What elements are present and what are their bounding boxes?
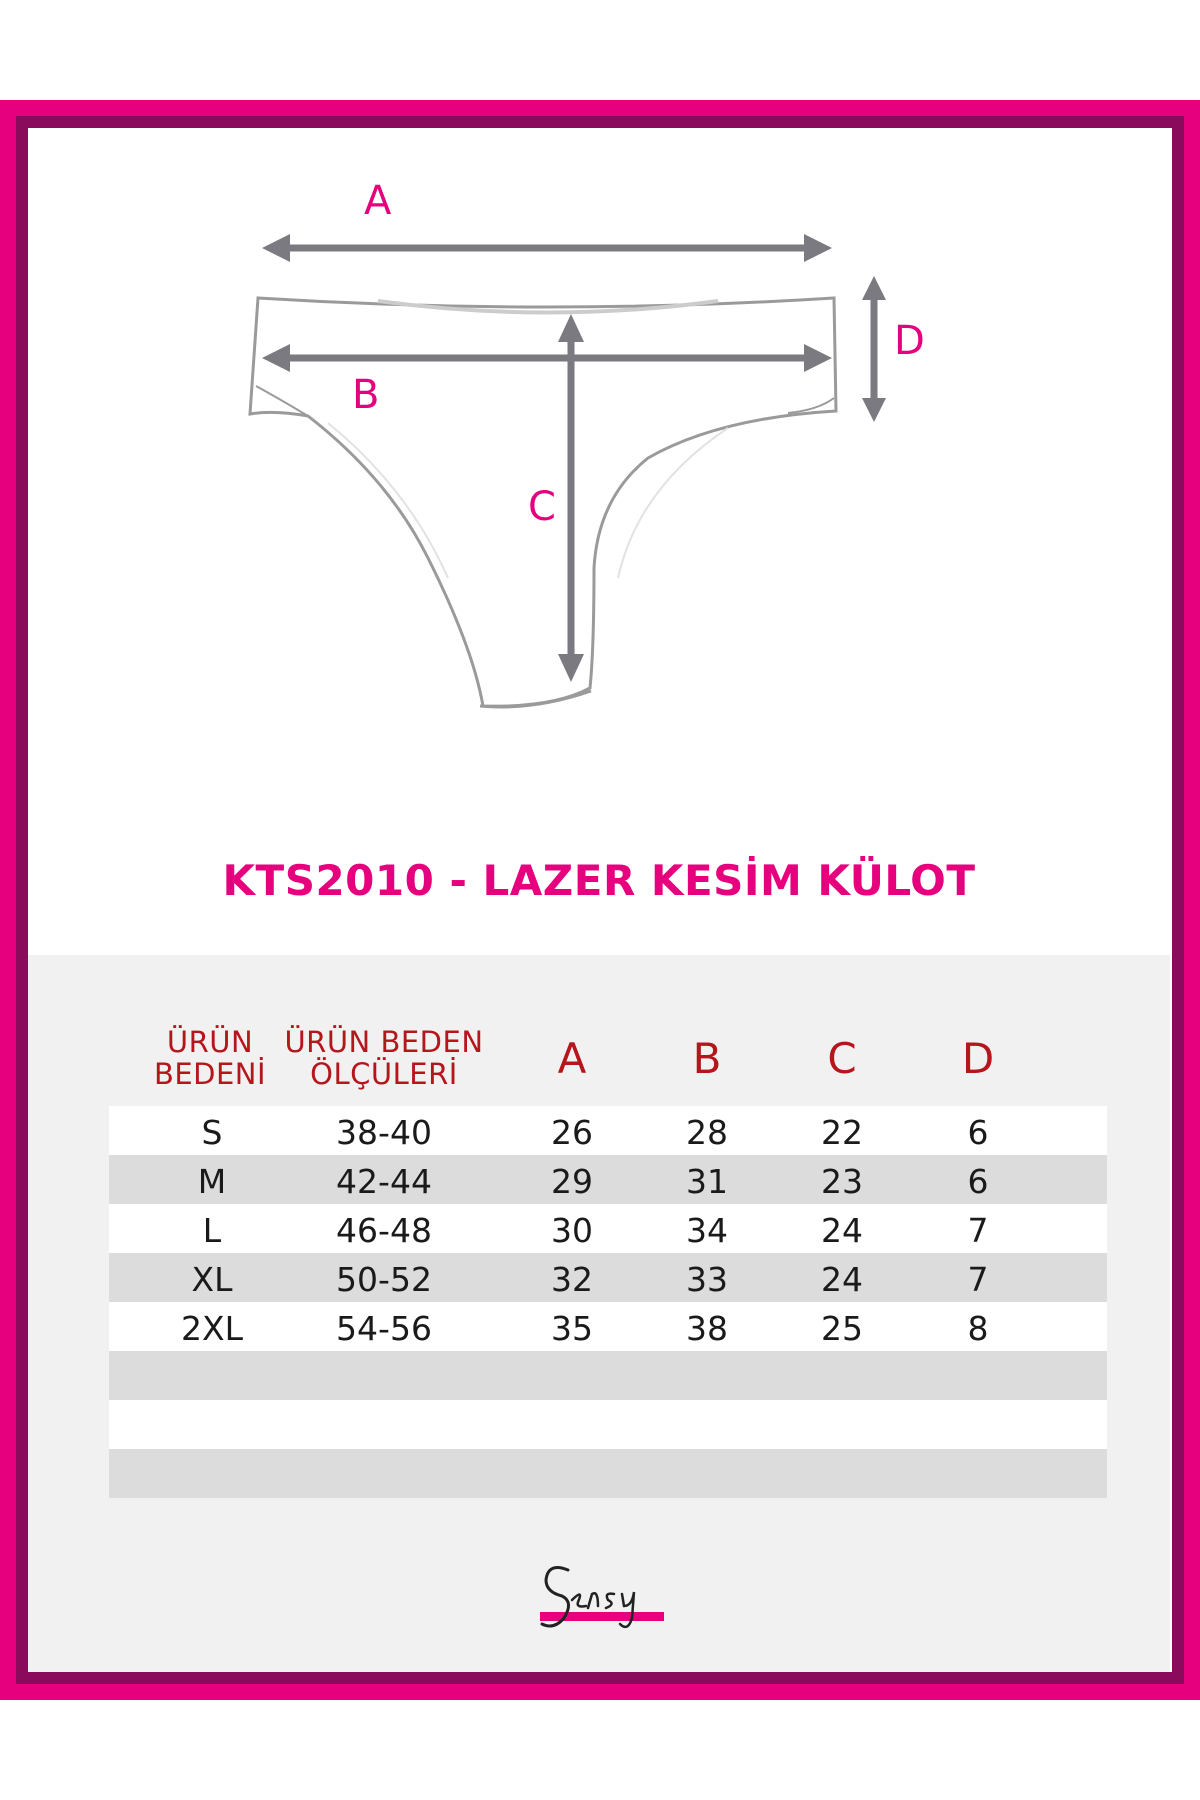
cell-a: 26 bbox=[551, 1113, 593, 1152]
page-frame bbox=[0, 100, 1200, 1700]
label-d: D bbox=[894, 318, 925, 364]
cell-size bbox=[147, 1400, 277, 1449]
cell-d: 6 bbox=[967, 1113, 989, 1152]
cell-d bbox=[908, 1449, 1048, 1498]
label-c: C bbox=[528, 484, 556, 530]
measurement-diagram bbox=[28, 128, 1170, 928]
cell-size: S bbox=[201, 1113, 223, 1152]
cell-size: XL bbox=[191, 1260, 233, 1299]
cell-a: 30 bbox=[551, 1211, 593, 1250]
header-c: C bbox=[827, 1033, 857, 1083]
cell-c bbox=[772, 1400, 912, 1449]
cell-measure: 50-52 bbox=[336, 1260, 432, 1299]
cell-b: 33 bbox=[686, 1260, 728, 1299]
cell-size: M bbox=[197, 1162, 227, 1201]
cell-a bbox=[502, 1400, 642, 1449]
table-row bbox=[109, 1351, 1107, 1400]
cell-measure bbox=[277, 1449, 491, 1498]
arrow-a-icon bbox=[262, 234, 832, 262]
cell-measure: 46-48 bbox=[336, 1211, 432, 1250]
table-header bbox=[102, 1016, 1102, 1100]
cell-b: 31 bbox=[686, 1162, 728, 1201]
cell-b bbox=[637, 1449, 777, 1498]
cell-size bbox=[147, 1351, 277, 1400]
header-d: D bbox=[961, 1033, 995, 1083]
table-row bbox=[109, 1302, 1107, 1351]
cell-b: 28 bbox=[686, 1113, 728, 1152]
cell-d: 7 bbox=[967, 1211, 989, 1250]
cell-b bbox=[637, 1400, 777, 1449]
cell-size: 2XL bbox=[181, 1309, 243, 1348]
cell-d: 7 bbox=[967, 1260, 989, 1299]
table-row bbox=[109, 1204, 1107, 1253]
cell-measure: 54-56 bbox=[336, 1309, 432, 1348]
cell-measure bbox=[277, 1400, 491, 1449]
sensy-logo bbox=[528, 1548, 678, 1648]
cell-a bbox=[502, 1449, 642, 1498]
cell-c bbox=[772, 1449, 912, 1498]
header-b: B bbox=[692, 1033, 722, 1083]
table-row bbox=[109, 1155, 1107, 1204]
header-measure: ÜRÜN BEDEN ÖLÇÜLERİ bbox=[284, 1025, 484, 1091]
cell-d bbox=[908, 1351, 1048, 1400]
cell-c bbox=[772, 1351, 912, 1400]
content-area bbox=[28, 128, 1172, 1672]
page-frame-inner-border bbox=[16, 116, 1184, 1684]
cell-c: 24 bbox=[821, 1260, 863, 1299]
size-table bbox=[109, 1106, 1107, 1498]
cell-b: 38 bbox=[686, 1309, 728, 1348]
header-size: ÜRÜN BEDENİ bbox=[153, 1025, 267, 1091]
cell-b: 34 bbox=[686, 1211, 728, 1250]
cell-d bbox=[908, 1400, 1048, 1449]
cell-c: 24 bbox=[821, 1211, 863, 1250]
cell-b bbox=[637, 1351, 777, 1400]
header-a: A bbox=[557, 1033, 587, 1083]
cell-a: 35 bbox=[551, 1309, 593, 1348]
table-row bbox=[109, 1106, 1107, 1155]
label-b: B bbox=[352, 372, 380, 418]
cell-a: 32 bbox=[551, 1260, 593, 1299]
cell-size bbox=[147, 1449, 277, 1498]
cell-a bbox=[502, 1351, 642, 1400]
cell-c: 25 bbox=[821, 1309, 863, 1348]
cell-c: 22 bbox=[821, 1113, 863, 1152]
cell-size: L bbox=[202, 1211, 222, 1250]
cell-measure bbox=[277, 1351, 491, 1400]
product-title: KTS2010 - LAZER KESİM KÜLOT bbox=[222, 856, 976, 905]
label-a: A bbox=[364, 178, 392, 224]
cell-measure: 42-44 bbox=[336, 1162, 432, 1201]
table-row bbox=[109, 1400, 1107, 1449]
cell-measure: 38-40 bbox=[336, 1113, 432, 1152]
arrow-d-icon bbox=[862, 276, 886, 422]
cell-d: 6 bbox=[967, 1162, 989, 1201]
cell-a: 29 bbox=[551, 1162, 593, 1201]
cell-d: 8 bbox=[967, 1309, 989, 1348]
table-row bbox=[109, 1449, 1107, 1498]
table-row bbox=[109, 1253, 1107, 1302]
cell-c: 23 bbox=[821, 1162, 863, 1201]
